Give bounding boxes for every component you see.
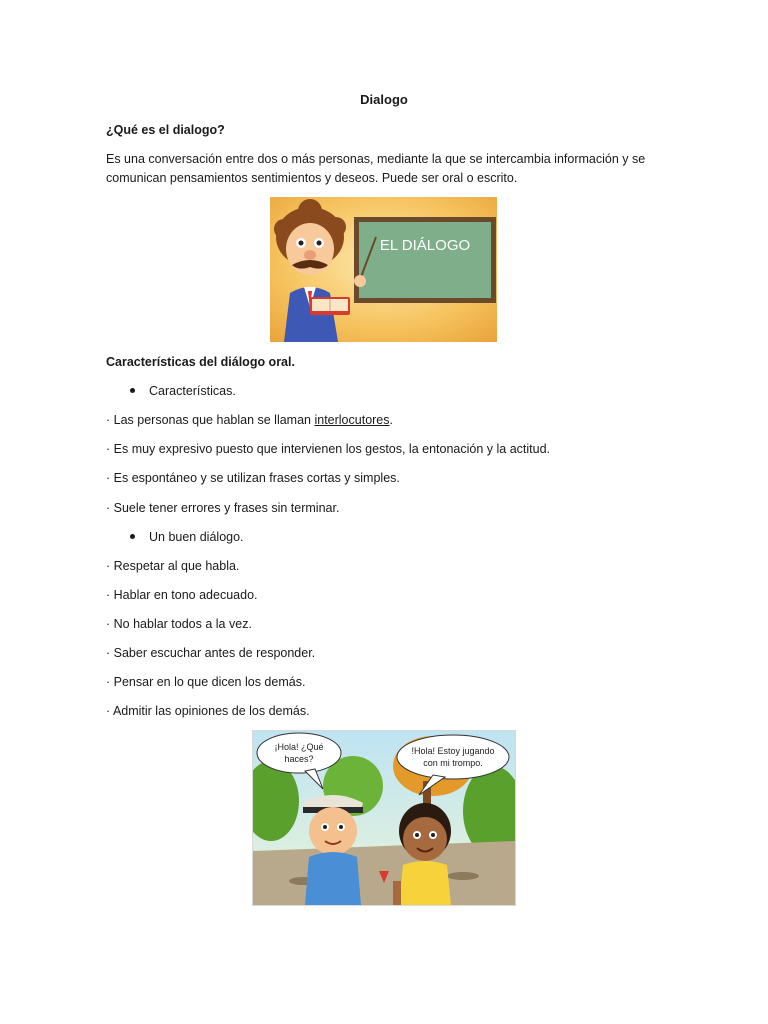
bubble-right-line2: con mi trompo.	[423, 758, 483, 768]
list-item: · Pensar en lo que dicen los demás.	[106, 675, 306, 689]
board-text: EL DIÁLOGO	[379, 237, 471, 254]
list-item: · Hablar en tono adecuado.	[106, 588, 258, 602]
bubble-left-line1: ¡Hola! ¿Qué	[274, 742, 324, 752]
list-item: · Saber escuchar antes de responder.	[106, 646, 316, 660]
page-title: Dialogo	[360, 92, 408, 107]
bullet-dot-icon	[130, 388, 135, 393]
list-item	[106, 411, 393, 430]
bullet-good-dialogue	[130, 528, 244, 547]
bullet-good-dialogue-label: Un buen diálogo.	[149, 530, 244, 544]
list-item: · No hablar todos a la vez.	[106, 617, 252, 631]
bullet-characteristics	[130, 382, 236, 401]
bullet-characteristics-label: Características.	[149, 384, 236, 398]
list-item: · Suele tener errores y frases sin terminar.	[106, 501, 340, 515]
list-item-text: · Las personas que hablan se llaman	[106, 413, 315, 427]
list-item: · Respetar al que habla.	[106, 559, 240, 573]
bubble-left-line2: haces?	[284, 754, 314, 764]
teacher-chalkboard-image	[270, 197, 497, 342]
bubble-right-line1: !Hola! Estoy jugando	[411, 746, 495, 756]
bullet-dot-icon	[130, 534, 135, 539]
list-item: · Admitir las opiniones de los demás.	[106, 704, 310, 718]
interlocutores-link[interactable]: interlocutores	[314, 413, 390, 427]
definition-paragraph: Es una conversación entre dos o más personas, mediante la que se intercambia información y se comunican pensamientos sentimientos y deseos. Puede ser oral o escrito.	[106, 152, 646, 185]
section-heading: Características del diálogo oral.	[106, 355, 295, 369]
list-item-text: .	[389, 413, 393, 427]
list-item: · Es muy expresivo puesto que intervienen los gestos, la entonación y la actitud.	[106, 442, 551, 456]
question-heading: ¿Qué es el dialogo?	[106, 123, 225, 137]
list-item: · Es espontáneo y se utilizan frases cortas y simples.	[106, 471, 400, 485]
kids-dialogue-image	[252, 730, 516, 906]
